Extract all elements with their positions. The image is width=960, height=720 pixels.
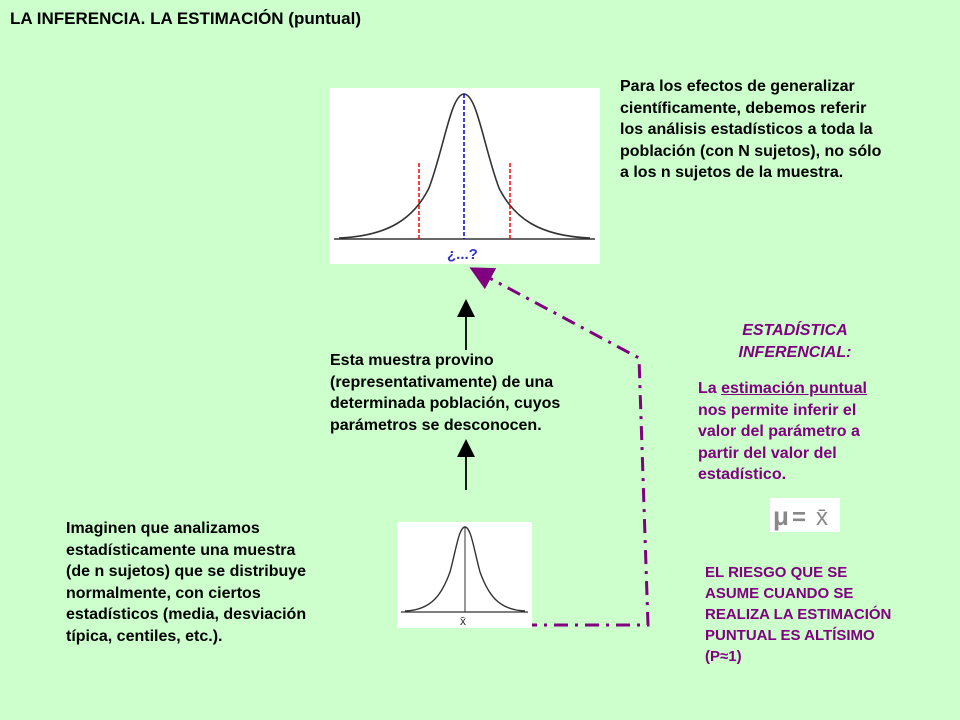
xbar-symbol: x̄	[816, 504, 828, 531]
text-line: Imaginen que analizamos	[66, 520, 260, 537]
sample-curve-figure	[397, 522, 532, 628]
formula-svg	[770, 498, 840, 532]
text-line: partir del valor del	[698, 444, 837, 462]
text-line: Para los efectos de generalizar	[620, 78, 855, 95]
equals-sign: =	[792, 504, 807, 531]
risk-statement	[705, 562, 955, 667]
mu-symbol: μ	[773, 501, 789, 531]
text-line: típica, centiles, etc.).	[66, 627, 223, 645]
sample-mean-label: x̄	[460, 614, 466, 628]
text-line: (de n sujetos) que se distribuye	[66, 563, 307, 580]
text-line: estadísticamente una muestra	[66, 541, 296, 559]
text-line: científicamente, debemos referir	[620, 99, 867, 117]
point-estimation-term: estimación puntual	[721, 380, 867, 397]
sample-description-text	[66, 518, 366, 647]
text-line: PUNTUAL ES ALTÍSIMO	[705, 627, 875, 644]
text-line: nos permite inferir el	[698, 401, 857, 419]
estimation-formula	[770, 498, 840, 532]
text-line: estadísticos (media, desviación	[66, 606, 307, 623]
sample-curve-svg	[397, 522, 532, 628]
text-line: parámetros se desconocen.	[330, 416, 542, 434]
text-line: (P≈1)	[705, 648, 742, 665]
population-parameter-label: ¿...?	[447, 246, 478, 263]
text-line: población (con N sujetos), no sólo	[620, 142, 882, 160]
text-line: valor del parámetro a	[698, 423, 860, 440]
sample-origin-text	[330, 350, 620, 436]
text-line: ASUME CUANDO SE	[705, 585, 854, 602]
text-line: los análisis estadísticos a toda la	[620, 121, 873, 138]
text-line: (representativamente) de una	[330, 373, 554, 391]
text-line: a los n sujetos de la muestra.	[620, 164, 844, 181]
heading-line: INFERENCIAL:	[738, 343, 852, 361]
text-line: normalmente, con ciertos	[66, 584, 261, 602]
text-line: estadístico.	[698, 466, 787, 483]
text-line: EL RIESGO QUE SE	[705, 564, 848, 581]
inferential-body	[698, 378, 918, 486]
page-title: LA INFERENCIA. LA ESTIMACIÓN (puntual)	[10, 9, 361, 28]
heading-line: ESTADÍSTICA	[742, 322, 848, 339]
text-line: determinada población, cuyos	[330, 395, 561, 412]
body-prefix: La	[698, 380, 722, 397]
text-line	[698, 378, 918, 400]
text-line: REALIZA LA ESTIMACIÓN	[705, 606, 892, 623]
inferential-heading	[720, 320, 870, 363]
text-line: Esta muestra provino	[330, 352, 494, 369]
